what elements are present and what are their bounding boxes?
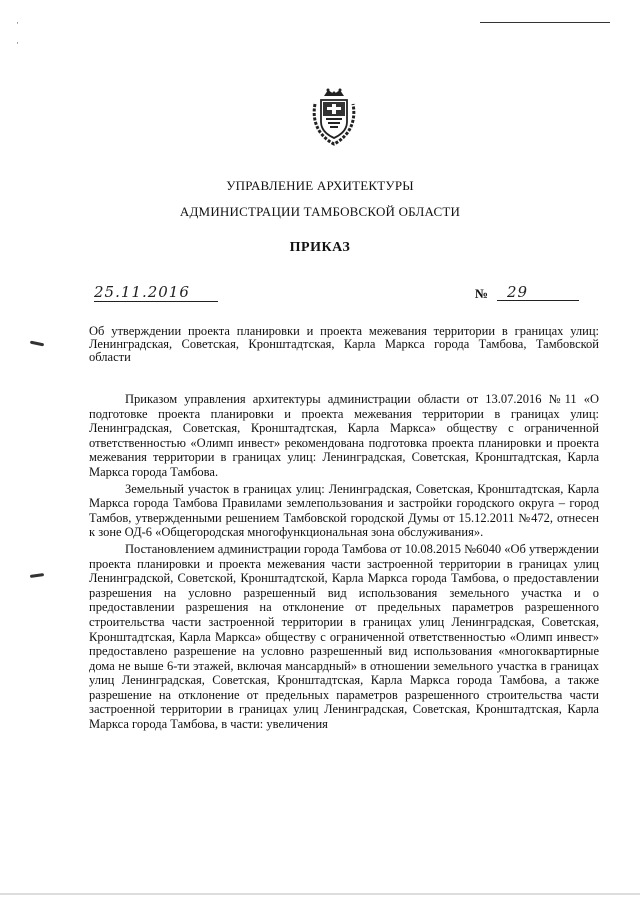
margin-mark [30, 341, 44, 347]
order-subject: Об утверждении проекта планировки и проекта межевания территории в границах улиц: Ленинградская, Советская, Кронштадтская, Карла Маркса города Тамбова, Тамбовской области [89, 324, 599, 364]
date-field [94, 283, 218, 302]
page-bottom-edge [0, 893, 640, 895]
body-paragraph: Приказом управления архитектуры администрации области от 13.07.2016 №11 «О подготовке проекта планировки и проекта межевания территории в границах улиц: Ленинградская, Советская, Кронштадтская, Карла Маркса» обществу с ограниченной ответственностью «Олимп инвест» рекомендована подготовка проекта планировки и проекта межевания территории в границах улиц: Ленинградская, Советская, Кронштадтская, Карла Маркса города Тамбова. [89, 392, 599, 479]
edge-mark: · [16, 38, 19, 48]
handwritten-date: 25.11.2016 [94, 283, 190, 301]
order-body [89, 392, 599, 734]
body-paragraph: Земельный участок в границах улиц: Ленинградская, Советская, Кронштадтская, Карла Маркса города Тамбова Правилами землепользования и застройки городского округа – город Тамбов, утвержденными решением Тамбовской городской Думы от 15.12.2011 №472, отнесен к зоне ОД-6 «Общегородская многофункциональная зона обслуживания». [89, 481, 599, 540]
document-title: ПРИКАЗ [289, 240, 351, 255]
margin-mark [30, 573, 44, 578]
org-name-line1: УПРАВЛЕНИЕ АРХИТЕКТУРЫ [226, 178, 414, 193]
tambov-coat-of-arms-icon [310, 86, 358, 146]
handwritten-number: 29 [507, 283, 529, 301]
number-label: № [475, 286, 489, 301]
top-rule [480, 22, 610, 23]
edge-mark: · [16, 18, 19, 28]
number-field [497, 283, 579, 301]
body-paragraph: Постановлением администрации города Тамбова от 10.08.2015 №6040 «Об утверждении проекта планировки и проекта межевания части застроенной территории в границах улиц Ленинградской, Советской, Кронштадтской, Карла Маркса города Тамбова, о предоставлении разрешения на условно разрешенный вид использования земельного участка и о предоставлении разрешения на отклонение от предельных параметров разрешенного строительства части застроенной территории в границах улиц Ленинградская, Советская, Кронштадтская, Карла Маркса» обществу с ограниченной ответственностью «Олимп инвест» предоставлено разрешение на условно разрешенный вид использования «многоквартирные дома не выше 6-ти этажей, включая мансардный» в отношении земельного участка в границах улиц Ленинградская, Советская, Кронштадтская, Карла Маркса города Тамбова, а также разрешение на отклонение от предельных параметров разрешенного строительства части застроенной территории в границах улиц Ленинградская, Советская, Кронштадтская, Карла Маркса города Тамбова, в части: увеличения [89, 541, 599, 732]
org-name-line2: АДМИНИСТРАЦИИ ТАМБОВСКОЙ ОБЛАСТИ [179, 204, 461, 219]
